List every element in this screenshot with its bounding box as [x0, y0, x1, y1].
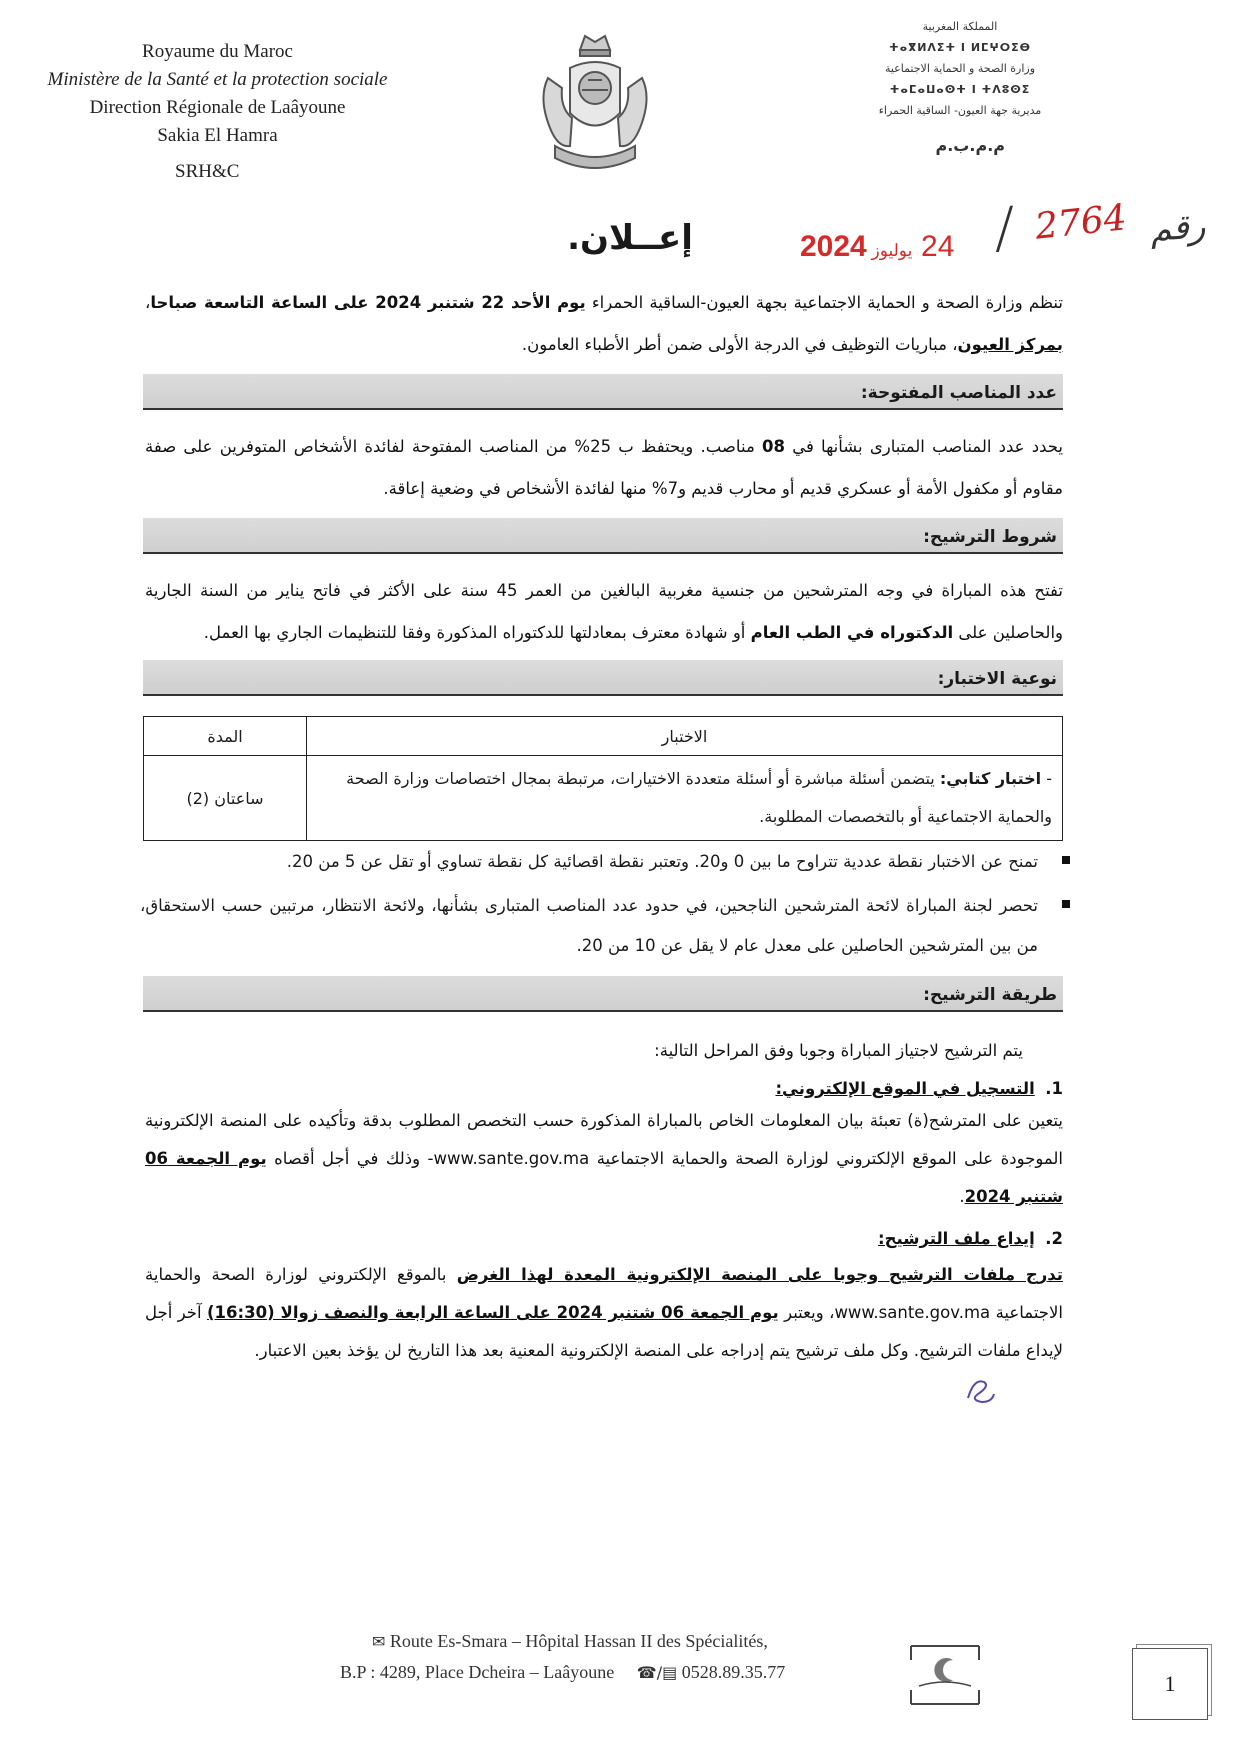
- initials-signature: [960, 1372, 1000, 1408]
- header-arabic: [845, 16, 1075, 156]
- section-application-method: طريقة الترشيح:: [143, 976, 1063, 1012]
- intro-paragraph: تنظم وزارة الصحة و الحماية الاجتماعية بجهة العيون-الساقية الحمراء يوم الأحد 22 شتنبر 2024 على الساعة التاسعة صباحا، بمركز العيون، مباريات التوظيف في الدرجة الأولى ضمن أطر الأطباء العامون.: [145, 293, 1063, 354]
- kingdom-name: Royaume du Maroc: [142, 41, 293, 62]
- service-code-ar: م.م.ب.م: [935, 136, 1005, 155]
- table-row: [144, 756, 1063, 841]
- section-exam-type: نوعية الاختبار:: [143, 660, 1063, 696]
- regional-direction: Direction Régionale de Laâyoune: [89, 97, 346, 118]
- step-2-title: 2. إيداع ملف الترشيح:: [878, 1229, 1063, 1248]
- stamp-day: 24: [921, 230, 955, 263]
- footer-address: [340, 1626, 880, 1688]
- column-exam: الاختبار: [307, 717, 1063, 756]
- step-1-text: يتعين على المترشح(ة) تعبئة بيان المعلومات الخاص بالمباراة المذكورة حسب التخصص المطلوب بدقة وتأكيده على المنصة الإلكترونية الموجودة على الموقع الإلكتروني لوزارة الصحة والحماية الاجتماعية www.sante.gov.ma- وذلك في أجل أقصاه يوم الجمعة 06 شتنبر 2024.: [145, 1111, 1063, 1206]
- footer-logo-icon: [905, 1640, 985, 1710]
- stamp-year: 2024: [800, 230, 867, 263]
- mail-icon: ✉: [372, 1632, 386, 1651]
- reference-label: رقم: [1148, 206, 1207, 250]
- step-2-text: تدرج ملفات الترشيح وجوبا على المنصة الإلكترونية المعدة لهذا الغرض بالموقع الإلكتروني لوزارة الصحة والحماية الاجتماعية www.sante.gov.ma، ويعتبر يوم الجمعة 06 شتنبر 2024 على الساعة الرابعة والنصف زوالا (16:30) آخر أجل لإيداع ملفات الترشيح. وكل ملف ترشيح يتم إدراجه على المنصة الإلكترونية المعنية بعد هذا التاريخ لن يؤخذ بعين الاعتبار.: [145, 1265, 1063, 1360]
- list-item: تحصر لجنة المباراة لائحة المترشحين الناجحين، في حدود عدد المناصب المتبارى بشأنها، ولائحة الانتظار، مرتبين حسب الاستحقاق، من بين المترشحين الحاصلين على معدل عام لا يقل عن 10 من 20.: [140, 886, 1070, 966]
- service-code: SRH&C: [175, 161, 240, 182]
- exam-description: - اختبار كتابي: يتضمن أسئلة مباشرة أو أسئلة متعددة الاختيارات، مرتبطة بمجال اختصاصات وزارة الصحة والحماية الاجتماعية أو بالتخصصات المطلوبة.: [307, 756, 1063, 841]
- ministry-name-ar: وزارة الصحة و الحماية الاجتماعية: [884, 62, 1036, 75]
- page-number: 1: [1132, 1648, 1208, 1720]
- page-title: إعــلان.: [567, 218, 693, 258]
- kingdom-name-tifinagh: ⵜⴰⴳⵍⴷⵉⵜ ⵏ ⵍⵎⵖⵔⵉⴱ: [888, 41, 1031, 54]
- region-name: Sakia El Hamra: [157, 125, 278, 146]
- bullet-square-icon: [1062, 900, 1070, 908]
- table-header-row: [144, 717, 1063, 756]
- address-line-1: Route Es-Smara – Hôpital Hassan II des Spécialités,: [389, 1631, 768, 1651]
- kingdom-name-ar: المملكة المغربية: [922, 20, 998, 33]
- stamp-divider: /: [995, 196, 1014, 261]
- section-open-posts: عدد المناصب المفتوحة:: [143, 374, 1063, 410]
- ministry-name-tifinagh: ⵜⴰⵎⴰⵡⴰⵙⵜ ⵏ ⵜⴷⵓⵙⵉ: [889, 83, 1031, 96]
- phone-icon: ☎/▤: [636, 1663, 678, 1682]
- ministry-name: Ministère de la Santé et la protection sociale: [47, 69, 388, 90]
- address-line-2: B.P : 4289, Place Dcheira – Laâyoune: [340, 1662, 615, 1682]
- date-stamp: [800, 230, 958, 264]
- section-conditions: شروط الترشيح:: [143, 518, 1063, 554]
- conditions-paragraph: تفتح هذه المباراة في وجه المترشحين من جنسية مغربية البالغين من العمر 45 سنة على الأكثر في فاتح يناير من السنة الجارية والحاصلين على الدكتوراه في الطب العام أو شهادة معترف بمعادلتها للدكتوراه المذكورة وفقا للتنظيمات الجاري بها العمل.: [145, 581, 1063, 642]
- exam-table: [143, 716, 1063, 841]
- list-item: تمنح عن الاختبار نقطة عددية تتراوح ما بين 0 و20. وتعتبر نقطة اقصائية كل نقطة تساوي أو تقل عن 5 من 20.: [140, 842, 1070, 882]
- regional-direction-ar: مديرية جهة العيون- الساقية الحمراء: [878, 104, 1042, 117]
- phone-number: 0528.89.35.77: [681, 1662, 786, 1682]
- exam-duration: ساعتان (2): [144, 756, 307, 841]
- bullet-square-icon: [1062, 856, 1070, 864]
- column-duration: المدة: [144, 717, 307, 756]
- step-1-title: 1. التسجيل في الموقع الإلكتروني:: [775, 1079, 1063, 1098]
- header-french: [20, 38, 415, 186]
- method-intro: يتم الترشيح لاجتياز المباراة وجوبا وفق المراحل التالية:: [654, 1041, 1023, 1060]
- royal-emblem-icon: [530, 28, 660, 178]
- stamp-month: يوليوز: [871, 241, 913, 260]
- posts-paragraph: يحدد عدد المناصب المتبارى بشأنها في 08 مناصب. ويحتفظ ب 25% من المناصب المفتوحة لفائدة الأشخاص المتوفرين على صفة مقاوم أو مكفول الأمة أو عسكري قديم أو محارب قديم و7% منها لفائدة الأشخاص في وضعية إعاقة.: [145, 437, 1063, 498]
- reference-number: 2764: [1033, 197, 1129, 248]
